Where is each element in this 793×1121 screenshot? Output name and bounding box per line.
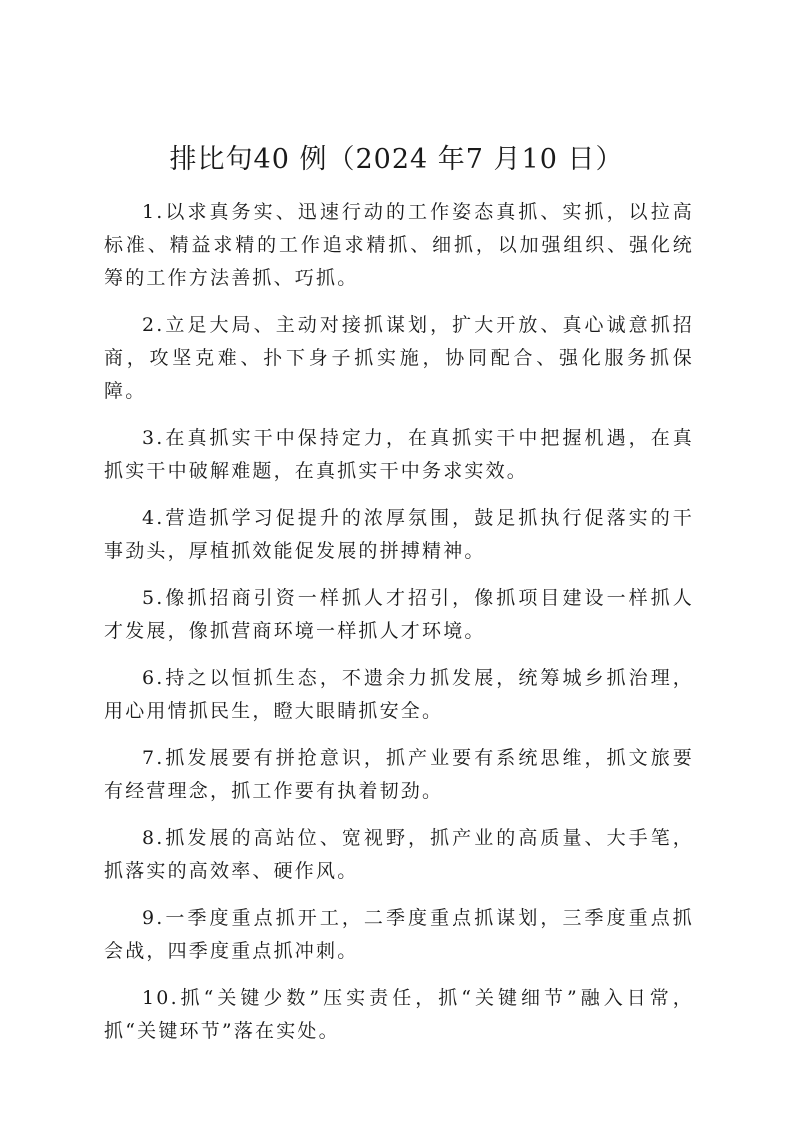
list-item: 1.以求真务实、迅速行动的工作姿态真抓、实抓，以拉高标准、精益求精的工作追求精抓、细抓，以加强组织、强化统筹的工作方法善抓、巧抓。	[104, 201, 694, 289]
list-item: 6.持之以恒抓生态，不遗余力抓发展，统筹城乡抓治理，用心用情抓民生，瞪大眼睛抓安全。	[104, 667, 694, 722]
list-item: 10.抓“关键少数”压实责任，抓“关键细节”融入日常，抓“关键环节”落在实处。	[104, 987, 694, 1042]
list-item: 7.抓发展要有拼抢意识，抓产业要有系统思维，抓文旅要有经营理念，抓工作要有执着韧劲。	[104, 747, 694, 802]
list-item: 9.一季度重点抓开工，二季度重点抓谋划，三季度重点抓会战，四季度重点抓冲刺。	[104, 907, 694, 962]
list-item: 2.立足大局、主动对接抓谋划，扩大开放、真心诚意抓招商，攻坚克难、扑下身子抓实施，协同配合、强化服务抓保障。	[104, 314, 694, 402]
list-item: 3.在真抓实干中保持定力，在真抓实干中把握机遇，在真抓实干中破解难题，在真抓实干中务求实效。	[104, 427, 694, 482]
list-item: 4.营造抓学习促提升的浓厚氛围，鼓足抓执行促落实的干事劲头，厚植抓效能促发展的拼搏精神。	[104, 507, 694, 562]
list-item: 8.抓发展的高站位、宽视野，抓产业的高质量、大手笔，抓落实的高效率、硬作风。	[104, 827, 694, 882]
document-title: 排比句40 例（2024 年7 月10 日）	[169, 144, 624, 175]
list-item: 5.像抓招商引资一样抓人才招引，像抓项目建设一样抓人才发展，像抓营商环境一样抓人才环境。	[104, 587, 694, 642]
document-body	[104, 196, 694, 1062]
